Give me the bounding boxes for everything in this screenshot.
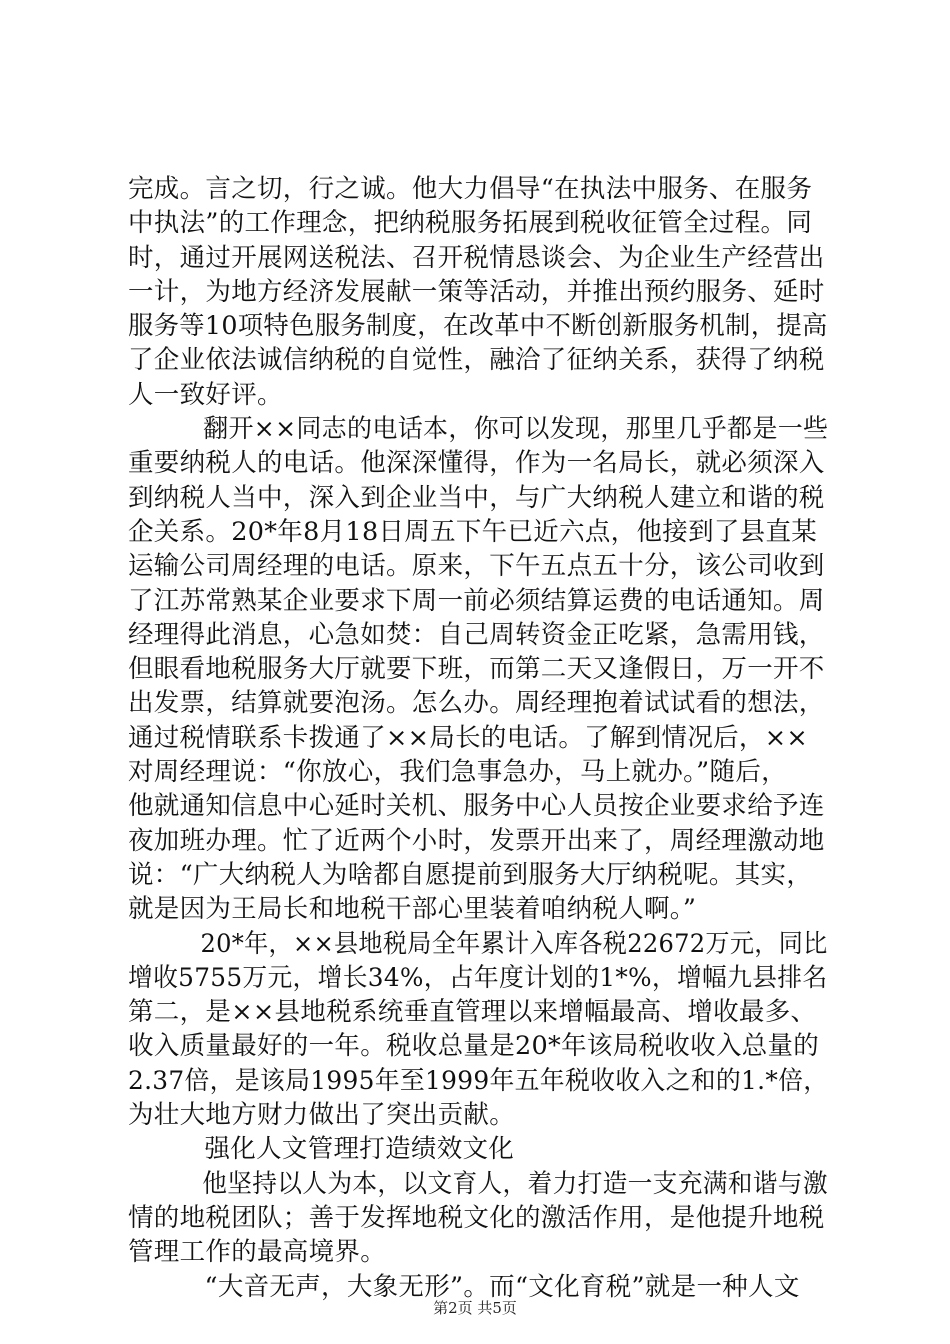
text-line: 翻开××同志的电话本，你可以发现，那里几乎都是一些 — [203, 414, 829, 445]
text-line: 他就通知信息中心延时关机、服务中心人员按企业要求给予连 — [128, 791, 825, 822]
text-line: 20*年，××县地税局全年累计入库各税22672万元，同比 — [200, 928, 828, 959]
text-line: 第二，是××县地税系统垂直管理以来增幅最高、增收最多、 — [128, 997, 817, 1028]
text-line: 运输公司周经理的电话。原来，下午五点五十分，该公司收到 — [128, 551, 825, 582]
text-line: 就是因为王局长和地税干部心里装着咱纳税人啊。” — [128, 894, 697, 925]
text-line: 了江苏常熟某企业要求下周一前必须结算运费的电话通知。周 — [128, 585, 825, 616]
text-line: 他坚持以人为本，以文育人，着力打造一支充满和谐与激 — [202, 1168, 828, 1199]
text-line: 管理工作的最高境界。 — [128, 1237, 387, 1268]
text-line: “大音无声，大象无形”。而“文化育税”就是一种人文 — [204, 1271, 800, 1302]
text-line: 增收5755万元，增长34%，占年度计划的1*%，增幅九县排名 — [128, 962, 828, 993]
text-line: 完成。言之切，行之诚。他大力倡导“在执法中服务、在服务 — [128, 174, 813, 204]
text-line: 人一致好评。 — [128, 379, 283, 410]
text-line: 出发票，结算就要泡汤。怎么办。周经理抱着试试看的想法， — [128, 688, 825, 719]
text-line: 但眼看地税服务大厅就要下班，而第二天又逢假日，万一开不 — [128, 654, 825, 685]
text-line: 收入质量最好的一年。税收总量是20*年该局税收收入总量的 — [128, 1031, 820, 1062]
text-line: 说：“广大纳税人为啥都自愿提前到服务大厅纳税呢。其实， — [128, 859, 813, 890]
text-line: 通过税情联系卡拨通了××局长的电话。了解到情况后，×× — [128, 722, 809, 753]
text-line: 一计，为地方经济发展献一策等活动，并推出预约服务、延时 — [128, 276, 825, 307]
text-line: 情的地税团队；善于发挥地税文化的激活作用，是他提升地税 — [128, 1202, 825, 1233]
text-line: 重要纳税人的电话。他深深懂得，作为一名局长，就必须深入 — [128, 448, 825, 479]
text-line: 时，通过开展网送税法、召开税情恳谈会、为企业生产经营出 — [128, 242, 825, 273]
text-line: 夜加班办理。忙了近两个小时，发票开出来了，周经理激动地 — [128, 825, 825, 856]
text-line: 中执法”的工作理念，把纳税服务拓展到税收征管全过程。同 — [128, 208, 813, 239]
text-line: 强化人文管理打造绩效文化 — [204, 1134, 515, 1165]
text-line: 了企业依法诚信纳税的自觉性，融洽了征纳关系，获得了纳税 — [128, 345, 825, 376]
text-line: 经理得此消息，心急如焚：自己周转资金正吃紧，急需用钱， — [128, 619, 825, 650]
text-line: 到纳税人当中，深入到企业当中，与广大纳税人建立和谐的税 — [128, 482, 825, 513]
text-line: 对周经理说：“你放心，我们急事急办，马上就办。”随后， — [128, 757, 787, 788]
text-line: 企关系。20*年8月18日周五下午已近六点，他接到了县直某 — [128, 516, 818, 547]
text-line: 为壮大地方财力做出了突出贡献。 — [128, 1100, 516, 1131]
document-body — [128, 172, 828, 1304]
text-line: 服务等10项特色服务制度，在改革中不断创新服务机制，提高 — [128, 311, 828, 342]
text-line: 2.37倍，是该局1995年至1999年五年税收收入之和的1.*倍， — [128, 1065, 829, 1096]
page-footer: 第2页 共5页 — [433, 1299, 517, 1317]
